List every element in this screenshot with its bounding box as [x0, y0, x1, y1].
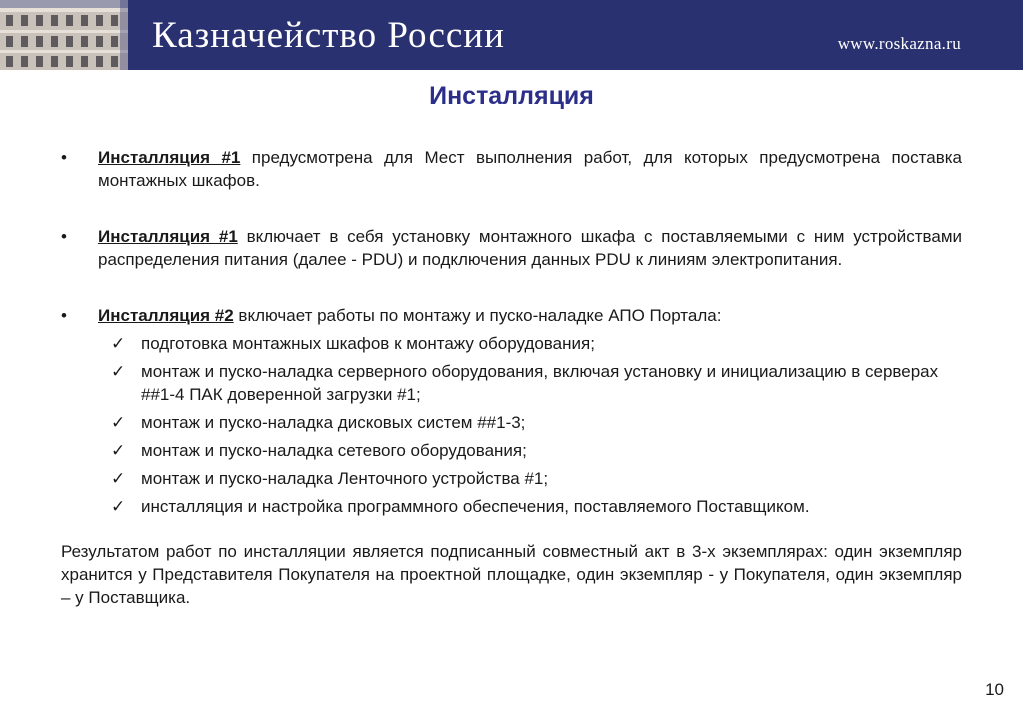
brand-title: Казначейство России: [152, 15, 505, 56]
checklist-item: [61, 467, 962, 490]
checkmark-icon: ✓: [111, 362, 126, 381]
bullet-marker: •: [61, 227, 67, 246]
building-image: [0, 0, 128, 70]
checklist-text: монтаж и пуско-наладка серверного оборудования, включая установку и инициализацию в серверах ##1-4 ПАК доверенной загрузки #1;: [141, 362, 939, 404]
checklist-text: подготовка монтажных шкафов к монтажу оборудования;: [141, 334, 595, 353]
bullet-label: Инсталляция #2: [98, 306, 234, 325]
checklist-text: инсталляция и настройка программного обеспечения, поставляемого Поставщиком.: [141, 497, 810, 516]
checkmark-icon: ✓: [111, 334, 126, 353]
result-paragraph: Результатом работ по инсталляции является подписанный совместный акт в 3-х экземплярах: один экземпляр хранится у Представителя Покупателя на проектной площадке, один экземпляр - у Покупателя, один экземпляр – у Поставщика.: [61, 542, 962, 607]
header-banner: [0, 0, 1023, 70]
building-icon: [0, 0, 128, 70]
bullet-text: включает в себя установку монтажного шкафа с поставляемыми с ним устройствами распределения питания (далее - PDU) и подключения данных PDU к линиям электропитания.: [98, 227, 962, 269]
checklist-item: [61, 495, 962, 518]
checklist-item: [61, 439, 962, 462]
bullet-marker: •: [61, 306, 67, 325]
checklist-item: [61, 332, 962, 355]
checkmark-icon: ✓: [111, 497, 126, 516]
checklist-text: монтаж и пуско-наладка Ленточного устройства #1;: [141, 469, 549, 488]
page-number: 10: [985, 680, 1004, 699]
slide-title: Инсталляция: [429, 82, 594, 110]
checklist-text: монтаж и пуско-наладка дисковых систем ##1-3;: [141, 413, 526, 432]
bullet-text: предусмотрена для Мест выполнения работ, для которых предусмотрена поставка монтажных шкафов.: [98, 148, 962, 190]
bullet-item: [61, 225, 962, 271]
bullet-marker: •: [61, 148, 67, 167]
checklist-text: монтаж и пуско-наладка сетевого оборудования;: [141, 441, 527, 460]
checklist-item: [61, 411, 962, 434]
checkmark-icon: ✓: [111, 441, 126, 460]
checkmark-icon: ✓: [111, 469, 126, 488]
checkmark-icon: ✓: [111, 413, 126, 432]
checklist: [61, 332, 962, 518]
bullet-item: [61, 146, 962, 192]
bullet-label: Инсталляция #1: [98, 148, 241, 167]
bullet-item: [61, 304, 962, 327]
bullet-text: включает работы по монтажу и пуско-наладке АПО Портала:: [233, 306, 722, 325]
slide-content: [61, 146, 962, 609]
bullet-label: Инсталляция #1: [98, 227, 238, 246]
site-url: www.roskazna.ru: [837, 34, 961, 53]
checklist-item: [61, 360, 962, 406]
